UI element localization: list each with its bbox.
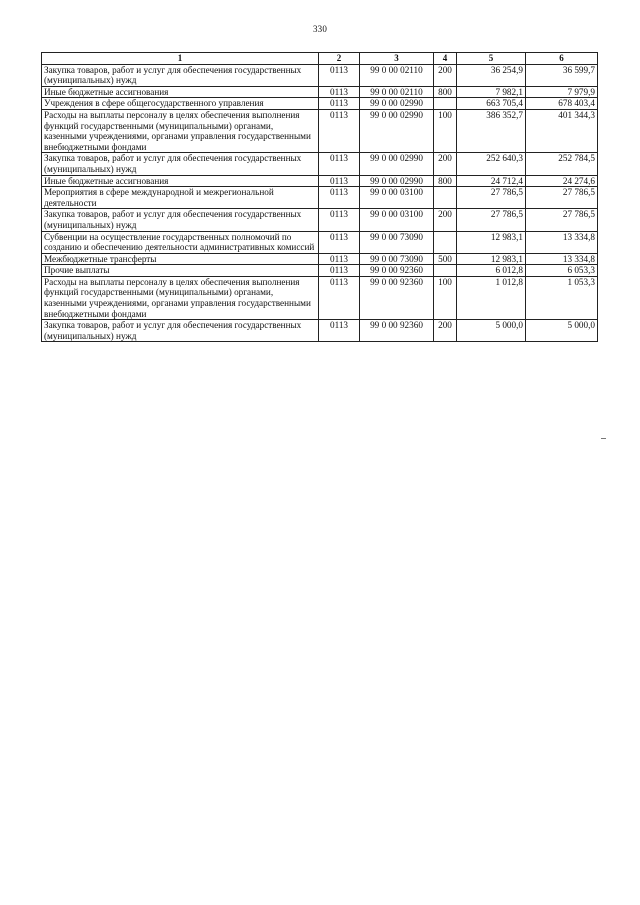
target-code-cell: 99 0 00 73090 [360,231,434,253]
table-row [42,320,598,342]
table-row [42,253,598,265]
amount-year1-cell: 1 012,8 [457,276,526,319]
column-header: 3 [360,53,434,65]
row-name-cell: Расходы на выплаты персоналу в целях обеспечения выполнения функций государственными (муниципальными) органами, казенными учреждениями, органами управления государственными внебюджетными фондами [42,109,319,152]
amount-year1-cell: 7 982,1 [457,86,526,98]
budget-table [41,52,598,342]
section-code-cell: 0113 [319,64,360,86]
table-row [42,109,598,152]
target-code-cell: 99 0 00 02110 [360,86,434,98]
amount-year1-cell: 12 983,1 [457,231,526,253]
section-code-cell: 0113 [319,231,360,253]
expense-type-cell: 200 [434,64,457,86]
amount-year2-cell: 401 344,3 [526,109,598,152]
table-row [42,86,598,98]
table-row [42,265,598,277]
header-row [42,53,598,65]
row-name-cell: Мероприятия в сфере международной и межрегиональной деятельности [42,187,319,209]
section-code-cell: 0113 [319,265,360,277]
table-row [42,175,598,187]
target-code-cell: 99 0 00 92360 [360,265,434,277]
amount-year2-cell: 1 053,3 [526,276,598,319]
amount-year1-cell: 12 983,1 [457,253,526,265]
amount-year1-cell: 6 012,8 [457,265,526,277]
target-code-cell: 99 0 00 02110 [360,64,434,86]
column-header: 1 [42,53,319,65]
amount-year1-cell: 27 786,5 [457,209,526,231]
section-code-cell: 0113 [319,86,360,98]
amount-year1-cell: 663 705,4 [457,98,526,110]
table-row [42,98,598,110]
row-name-cell: Иные бюджетные ассигнования [42,175,319,187]
amount-year2-cell: 24 274,6 [526,175,598,187]
row-name-cell: Закупка товаров, работ и услуг для обеспечения государственных (муниципальных) нужд [42,153,319,175]
section-code-cell: 0113 [319,187,360,209]
target-code-cell: 99 0 00 92360 [360,320,434,342]
column-header: 5 [457,53,526,65]
target-code-cell: 99 0 00 02990 [360,175,434,187]
table-row [42,231,598,253]
table-body [42,64,598,342]
section-code-cell: 0113 [319,98,360,110]
row-name-cell: Закупка товаров, работ и услуг для обеспечения государственных (муниципальных) нужд [42,320,319,342]
target-code-cell: 99 0 00 92360 [360,276,434,319]
amount-year1-cell: 36 254,9 [457,64,526,86]
section-code-cell: 0113 [319,153,360,175]
expense-type-cell: 200 [434,209,457,231]
expense-type-cell: 100 [434,109,457,152]
row-name-cell: Расходы на выплаты персоналу в целях обеспечения выполнения функций государственными (муниципальными) органами, казенными учреждениями, органами управления государственными внебюджетными фондами [42,276,319,319]
table-row [42,153,598,175]
column-header: 6 [526,53,598,65]
page-number: 330 [312,24,328,34]
table-row [42,209,598,231]
column-header: 4 [434,53,457,65]
expense-type-cell [434,187,457,209]
target-code-cell: 99 0 00 03100 [360,187,434,209]
amount-year2-cell: 252 784,5 [526,153,598,175]
table-row [42,276,598,319]
amount-year1-cell: 386 352,7 [457,109,526,152]
amount-year2-cell: 678 403,4 [526,98,598,110]
row-name-cell: Субвенции на осуществление государственных полномочий по созданию и обеспечению деятельности административных комиссий [42,231,319,253]
expense-type-cell: 800 [434,175,457,187]
column-header: 2 [319,53,360,65]
target-code-cell: 99 0 00 02990 [360,98,434,110]
row-name-cell: Закупка товаров, работ и услуг для обеспечения государственных (муниципальных) нужд [42,64,319,86]
section-code-cell: 0113 [319,109,360,152]
target-code-cell: 99 0 00 73090 [360,253,434,265]
amount-year1-cell: 27 786,5 [457,187,526,209]
amount-year2-cell: 13 334,8 [526,231,598,253]
amount-year2-cell: 36 599,7 [526,64,598,86]
row-name-cell: Иные бюджетные ассигнования [42,86,319,98]
amount-year1-cell: 24 712,4 [457,175,526,187]
expense-type-cell: 500 [434,253,457,265]
scan-mark [601,438,606,439]
row-name-cell: Прочие выплаты [42,265,319,277]
section-code-cell: 0113 [319,276,360,319]
target-code-cell: 99 0 00 02990 [360,109,434,152]
target-code-cell: 99 0 00 02990 [360,153,434,175]
amount-year1-cell: 5 000,0 [457,320,526,342]
amount-year2-cell: 7 979,9 [526,86,598,98]
amount-year2-cell: 13 334,8 [526,253,598,265]
amount-year2-cell: 5 000,0 [526,320,598,342]
table-row [42,64,598,86]
amount-year1-cell: 252 640,3 [457,153,526,175]
section-code-cell: 0113 [319,209,360,231]
amount-year2-cell: 6 053,3 [526,265,598,277]
expense-type-cell [434,265,457,277]
table-row [42,187,598,209]
expense-type-cell [434,98,457,110]
row-name-cell: Закупка товаров, работ и услуг для обеспечения государственных (муниципальных) нужд [42,209,319,231]
row-name-cell: Учреждения в сфере общегосударственного управления [42,98,319,110]
expense-type-cell [434,231,457,253]
expense-type-cell: 100 [434,276,457,319]
expense-type-cell: 200 [434,320,457,342]
amount-year2-cell: 27 786,5 [526,209,598,231]
section-code-cell: 0113 [319,175,360,187]
amount-year2-cell: 27 786,5 [526,187,598,209]
target-code-cell: 99 0 00 03100 [360,209,434,231]
section-code-cell: 0113 [319,253,360,265]
expense-type-cell: 800 [434,86,457,98]
row-name-cell: Межбюджетные трансферты [42,253,319,265]
expense-type-cell: 200 [434,153,457,175]
section-code-cell: 0113 [319,320,360,342]
